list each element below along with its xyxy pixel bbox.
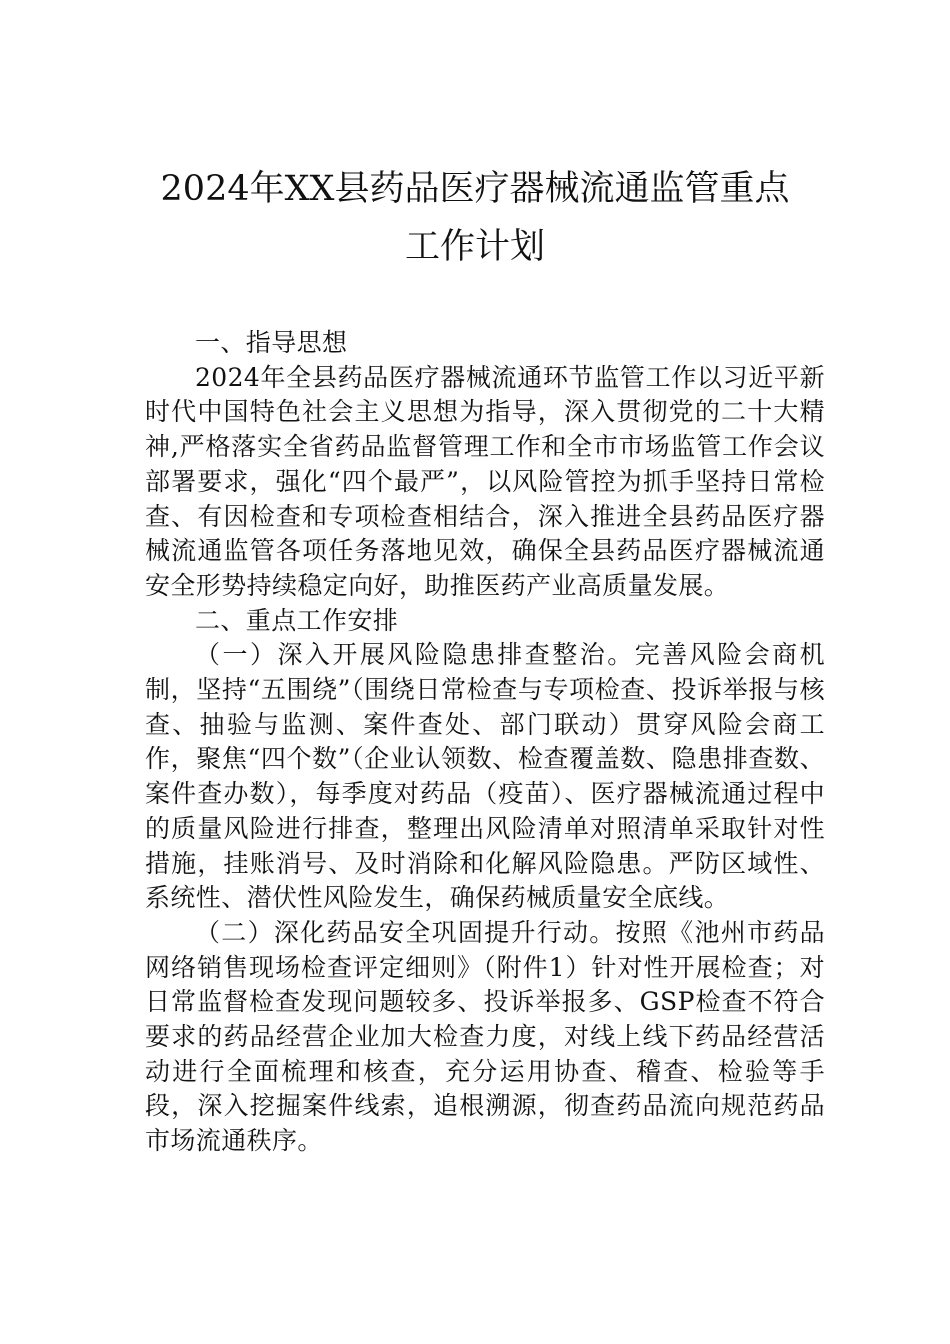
section-heading-guiding-ideology: 一、指导思想 bbox=[195, 328, 348, 357]
paragraph-guiding-ideology: 2024年全县药品医疗器械流通环节监管工作以习近平新时代中国特色社会主义思想为指导，深入贯彻党的二十大精神,严格落实全省药品监督管理工作和全市市场监管工作会议部署要求，强化“四个最严”，以风险管控为抓手坚持日常检查、有因检查和专项检查相结合，深入推进全县药品医疗器械流通监管各项任务落地见效，确保全县药品医疗器械流通安全形势持续稳定向好，助推医药产业高质量发展。 bbox=[145, 362, 825, 600]
title-line-1: 2024年XX县药品医疗器械流通监管重点 bbox=[160, 169, 790, 209]
title-line-2: 工作计划 bbox=[404, 227, 545, 267]
paragraph-item-2: （二）深化药品安全巩固提升行动。按照《池州市药品网络销售现场检查评定细则》（附件1）针对性开展检查；对日常监督检查发现问题较多、投诉举报多、GSP检查不符合要求的药品经营企业加大检查力度，对线上线下药品经营活动进行全面梳理和核查，充分运用协查、稽查、检验等手段，深入挖掘案件线索，追根溯源，彻查药品流向规范药品市场流通秩序。 bbox=[145, 917, 825, 1156]
document-title bbox=[120, 160, 830, 276]
paragraph-item-1: （一）深入开展风险隐患排查整治。完善风险会商机制，坚持“五围绕”（围绕日常检查与专项检查、投诉举报与核查、抽验与监测、案件查处、部门联动）贯穿风险会商工作，聚焦“四个数”（企业认领数、检查覆盖数、隐患排查数、案件查办数），每季度对药品（疫苗）、医疗器械流通过程中的质量风险进行排查，整理出风险清单对照清单采取针对性措施，挂账消号、及时消除和化解风险隐患。严防区域性、系统性、潜伏性风险发生，确保药械质量安全底线。 bbox=[145, 640, 825, 913]
document-body bbox=[145, 326, 825, 1159]
section-heading-key-work: 二、重点工作安排 bbox=[195, 605, 399, 635]
